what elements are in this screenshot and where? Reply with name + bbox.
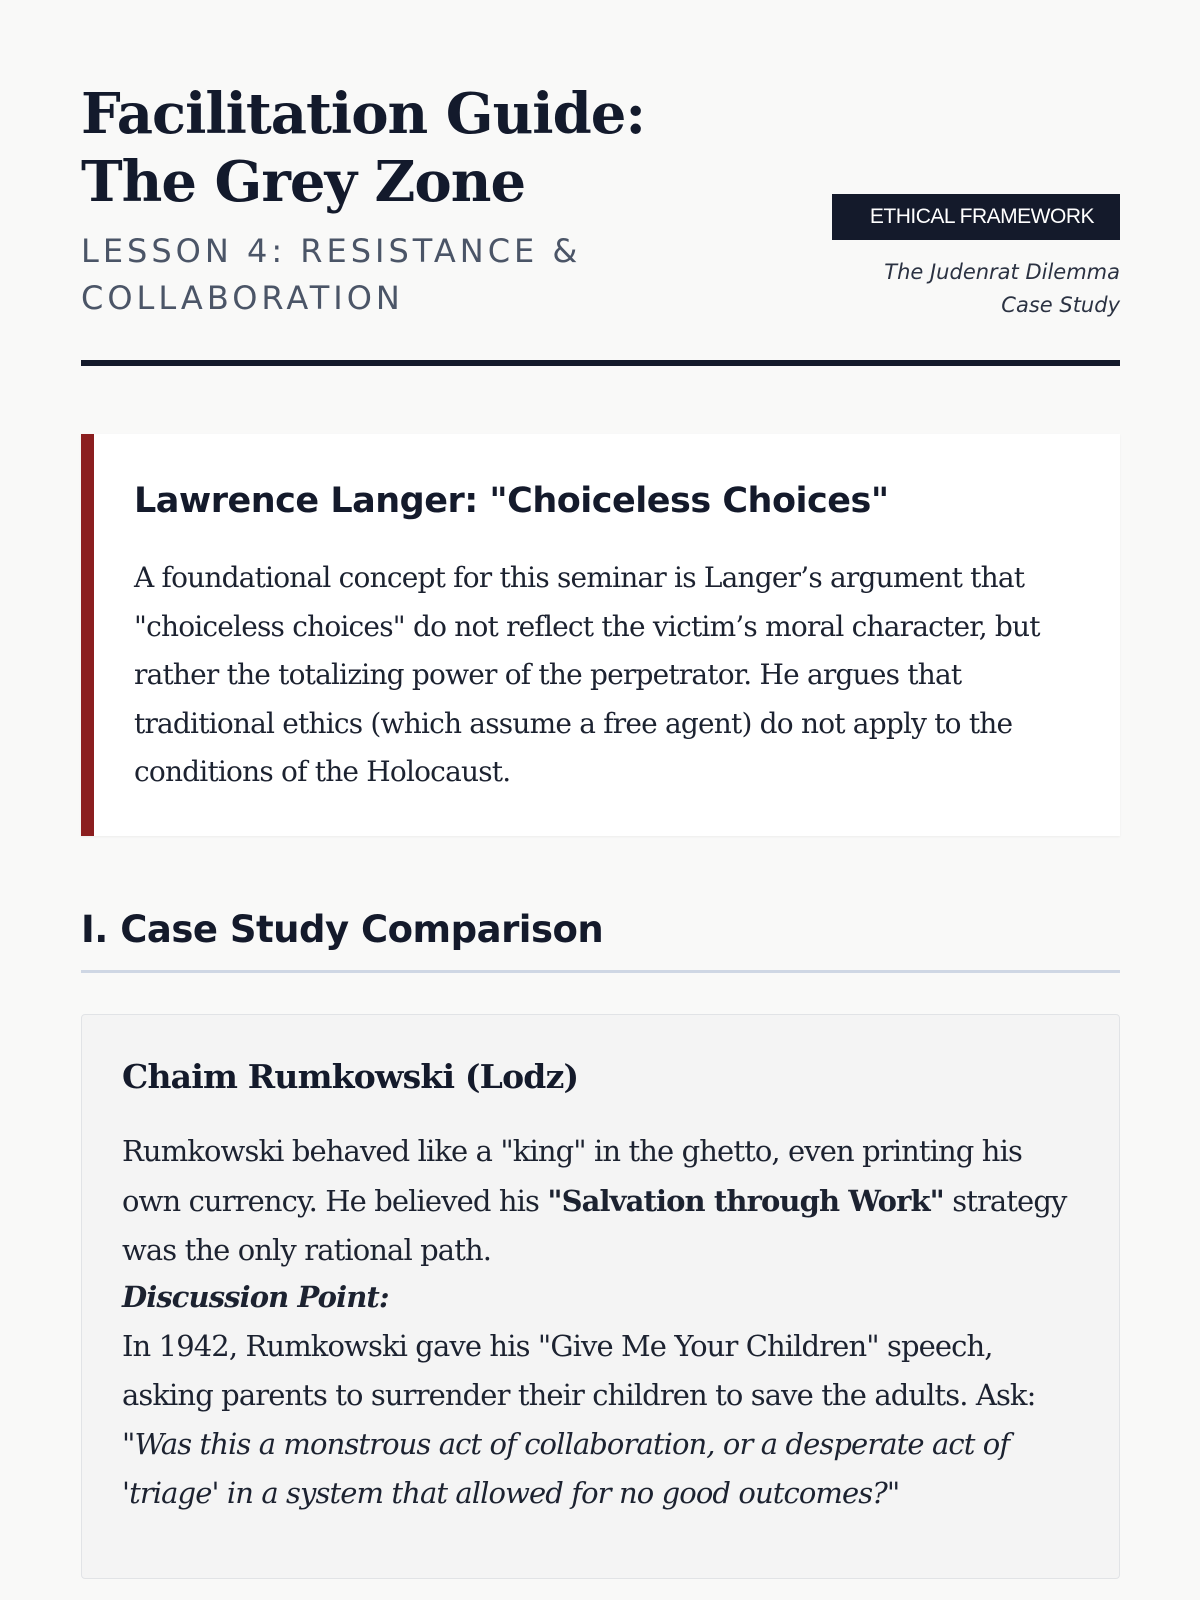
concept-callout [81,434,1120,836]
header-divider [81,360,1120,366]
discussion-point [122,1273,1082,1518]
discussion-label: Discussion Point: [122,1280,389,1314]
section-heading: I. Case Study Comparison [81,908,604,951]
concept-text: A foundational concept for this seminar is Langer’s argument that "choiceless choices" do not reflect the victim’s moral character, but rather the totalizing power of the perpetrator. He argues that traditional ethics (which assume a free agent) do not apply to the conditions of the Holocaust. [134,561,1040,788]
section-divider [81,970,1120,973]
page-header [81,80,1120,322]
lesson-subtitle: LESSON 4: RESISTANCE & COLLABORATION [81,232,582,317]
case-card [81,1014,1120,1579]
case-name: Chaim Rumkowski (Lodz) [122,1057,579,1096]
case-description-start: Rumkowski behaved like a "king" in the ghetto, even printing his own currency. He believed his [122,1134,1022,1218]
header-meta [830,194,1120,322]
case-study-title: The Judenrat Dilemma Case Study [884,260,1120,317]
case-description [122,1127,1082,1276]
case-description-end: strategy was the only rational path. [122,1183,1067,1267]
case-strategy: "Salvation through Work" [547,1183,944,1218]
discussion-quote: "Was this a monstrous act of collaboration, or a desperate act of 'triage' in a system that allowed for no good outcomes?" [122,1427,1010,1510]
page-title: Facilitation Guide: The Grey Zone [81,81,646,215]
discussion-text: In 1942, Rumkowski gave his "Give Me Your Children" speech, asking parents to surrender their children to save the adults. Ask: [122,1329,1036,1412]
framework-tag: ETHICAL FRAMEWORK [832,194,1120,240]
concept-heading: Lawrence Langer: "Choiceless Choices" [134,481,889,521]
